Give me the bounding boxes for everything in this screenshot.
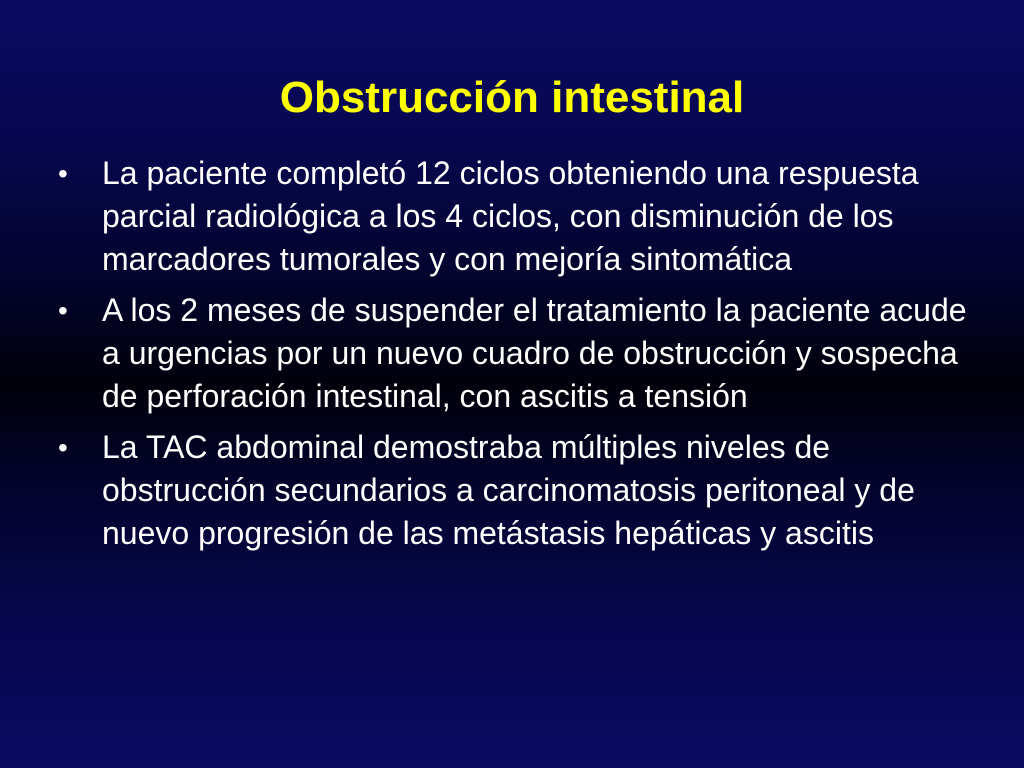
- bullet-item: [56, 426, 976, 555]
- bullet-icon: •: [58, 295, 68, 326]
- bullet-text: La TAC abdominal demostraba múltiples niveles de obstrucción secundarios a carcinomatosis peritoneal y de nuevo progresión de las metástasis hepáticas y ascitis: [102, 429, 915, 551]
- bullet-text: La paciente completó 12 ciclos obteniendo una respuesta parcial radiológica a los 4 ciclos, con disminución de los marcadores tumorales y con mejoría sintomática: [102, 155, 919, 277]
- bullet-item: [56, 289, 976, 418]
- bullet-list: [56, 152, 976, 563]
- bullet-item: [56, 152, 976, 281]
- bullet-icon: •: [58, 432, 68, 463]
- slide-title: Obstrucción intestinal: [279, 73, 745, 122]
- bullet-text: A los 2 meses de suspender el tratamiento la paciente acude a urgencias por un nuevo cuadro de obstrucción y sospecha de perforación intestinal, con ascitis a tensión: [102, 292, 967, 414]
- bullet-icon: •: [58, 158, 68, 189]
